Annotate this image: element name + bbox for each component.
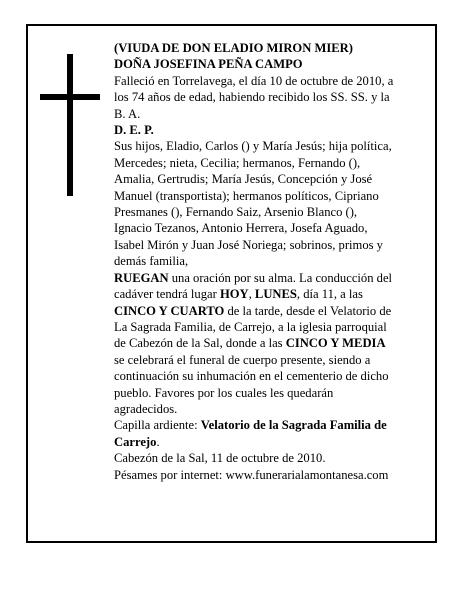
- family-line-4: Manuel (transportista); hermanos políticos, Cipriano: [114, 188, 379, 203]
- conduction-line-5: se celebrará el funeral de cuerpo presente, siendo a: [114, 352, 371, 367]
- cross-horizontal-bar: [40, 94, 100, 100]
- cinco-y-media-label: CINCO Y MEDIA: [285, 336, 386, 351]
- notice-text: [114, 40, 424, 483]
- capilla-line-2: Carrejo.: [114, 434, 160, 449]
- dep-label: D. E. P.: [114, 123, 154, 138]
- conduction-line-2: CINCO Y CUARTO de la tarde, desde el Velatorio de: [114, 303, 392, 318]
- capilla-line-1: [114, 417, 424, 433]
- conduction-line-1: cadáver tendrá lugar HOY, LUNES, día 11, a las: [114, 287, 363, 302]
- family-line-5: Presmanes (), Fernando Saiz, Arsenio Blanco (),: [114, 205, 358, 220]
- hoy-label: HOY: [219, 287, 249, 302]
- capilla-value: Velatorio de la Sagrada Familia de: [200, 418, 387, 433]
- conduction-line-7: pueblo. Favores por los cuales les quedarán: [114, 385, 334, 400]
- cinco-y-cuarto-label: CINCO Y CUARTO: [114, 303, 225, 318]
- conduction-line-6: continuación su inhumación en el cementerio de dicho: [114, 369, 389, 384]
- conduction-line-8: agradecidos.: [114, 401, 178, 416]
- lunes-label: LUNES: [254, 287, 297, 302]
- obituary-notice: [26, 24, 437, 543]
- cross-icon: [40, 54, 100, 196]
- cross-vertical-bar: [67, 54, 73, 196]
- family-line-7: Isabel Mirón y Juan José Noriega; sobrinos, primos y: [114, 237, 383, 252]
- family-line-1: Sus hijos, Eladio, Carlos () y María Jesús; hija política,: [114, 139, 392, 154]
- widow-header: (VIUDA DE DON ELADIO MIRON MIER): [114, 41, 353, 55]
- death-line-3: B. A.: [114, 106, 141, 121]
- place-date: Cabezón de la Sal, 11 de octubre de 2010.: [114, 451, 326, 466]
- ruegan-line: [114, 270, 424, 286]
- ruegan-text: una oración por su alma. La conducción del: [168, 270, 393, 285]
- death-line-1: Falleció en Torrelavega, el día 10 de octubre de 2010, a: [114, 73, 394, 88]
- capilla-label: Capilla ardiente:: [114, 418, 201, 433]
- capilla-value-cont: Carrejo: [114, 434, 157, 449]
- deceased-name: DOÑA JOSEFINA PEÑA CAMPO: [114, 57, 303, 72]
- conduction-line-4: de Cabezón de la Sal, donde a las CINCO Y MEDIA: [114, 336, 386, 351]
- family-line-2: Mercedes; nieta, Cecilia; hermanos, Fernando (),: [114, 155, 361, 170]
- family-line-6: Ignacio Tezanos, Antonio Herrera, Josefa Aguado,: [114, 221, 368, 236]
- family-line-8: demás familia,: [114, 254, 189, 269]
- condolences-line: Pésames por internet: www.funerarialamontanesa.com: [114, 467, 389, 482]
- family-line-3: Amalia, Gertrudis; María Jesús, Concepción y José: [114, 172, 373, 187]
- conduction-line-3: La Sagrada Familia, de Carrejo, a la iglesia parroquial: [114, 319, 387, 334]
- death-line-2: los 74 años de edad, habiendo recibido los SS. SS. y la: [114, 90, 390, 105]
- ruegan-label: RUEGAN: [114, 270, 169, 285]
